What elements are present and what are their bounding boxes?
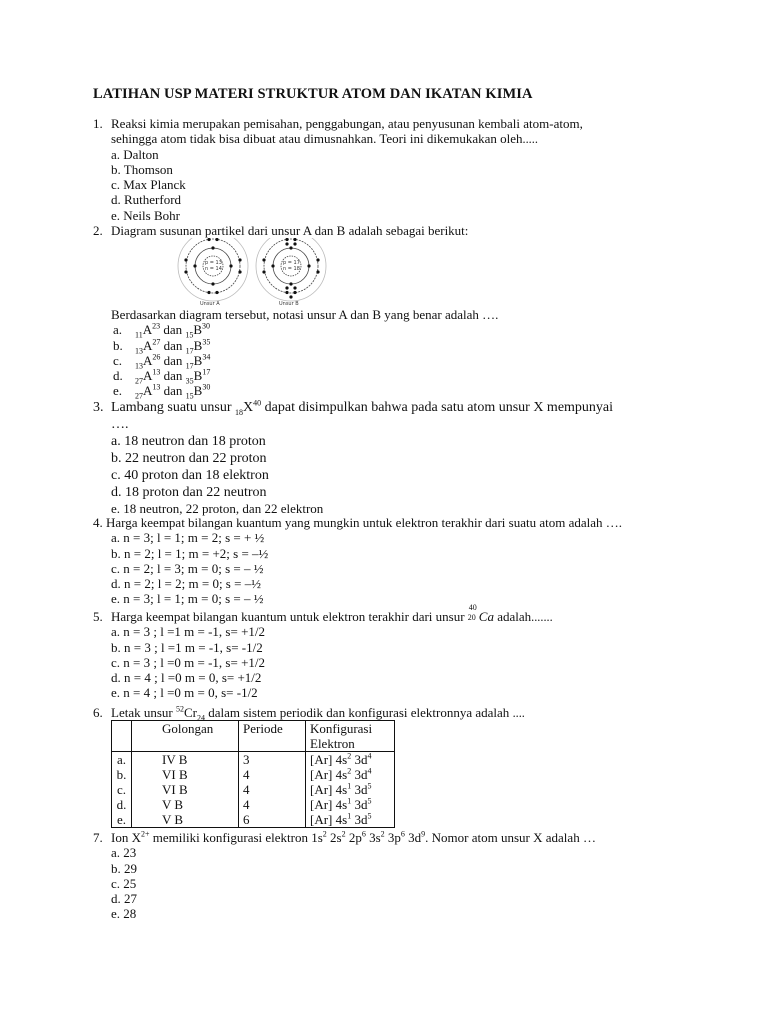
atom-a-label: Unsur A (200, 301, 220, 306)
question-number: 3. (93, 400, 104, 415)
answer-table (111, 720, 395, 828)
option-d: d. 18 proton dan 22 neutron (111, 485, 267, 500)
atom-b-label: Unsur B (279, 301, 299, 306)
option-a: a. Dalton (111, 146, 159, 162)
option-e: e. 18 neutron, 22 proton, dan 22 elektron (111, 501, 324, 516)
option-d: d. n = 2; l = 2; m = 0; s = –½ (111, 576, 261, 592)
table-header: Konfigurasi Elektron (306, 721, 395, 752)
option-e: e. $_{27}A^{13}$ dan $_{15}B^{30}$ (113, 383, 211, 402)
table-row: d. V B 4 [Ar] $4s^1$ $3d^5$ (112, 797, 395, 812)
table-row: c. VI B 4 [Ar] $4s^1$ $3d^5$ (112, 782, 395, 797)
ellipsis: …. (111, 417, 129, 432)
question-number: 1. (93, 116, 103, 131)
table-header-empty (112, 721, 132, 752)
question-text: Diagram susunan partikel dari unsur A dan B adalah sebagai berikut: (111, 223, 469, 238)
question-text: Reaksi kimia merupakan pemisahan, penggabungan, atau penyusunan kembali atom-atom, (111, 116, 583, 131)
atom-a-protons: p = 13 (205, 260, 222, 266)
atom-b-protons: p = 17 (283, 260, 300, 266)
question-number: 5. (93, 609, 103, 624)
option-b: b. Thomson (111, 161, 173, 177)
option-e: e. 28 (111, 906, 137, 922)
question-4 (0, 515, 768, 607)
option-d: d. Rutherford (111, 192, 182, 208)
question-text: sehingga atom tidak bisa dibuat atau dimusnahkan. Teori ini dikemukakan oleh (111, 131, 523, 147)
table-header: Periode (239, 721, 306, 752)
option-c: c. 40 proton dan 18 elektron (111, 468, 269, 483)
table-row: b. VI B 4 [Ar] $4s^2$ $3d^4$ (112, 767, 395, 782)
question-number: 2. (93, 223, 103, 238)
table-header: Golongan (132, 721, 239, 752)
question-3: 3. Lambang suatu unsur $_{18}X^{40}$ dapat disimpulkan bahwa pada satu atom unsur X mempunyai …. a. 18 neutron dan 18 proton b. 22 neutron dan 22 proton c. 40 proton dan 18 elektron d. 18 proton dan 22 neutron e. 18 neutron, 22 proton, dan 22 elektron (0, 399, 768, 516)
question-text: 4. Harga keempat bilangan kuantum yang mungkin untuk elektron terakhir dari suatu atom adalah …. (93, 515, 623, 530)
option-e: e. n = 3; l = 1; m = 0; s = – ½ (111, 591, 264, 607)
option-b: b. $_{13}A^{27}$ dan $_{17}B^{35}$ (113, 337, 211, 356)
option-b: b. n = 2; l = 1; m = +2; s = –½ (111, 545, 269, 561)
option-c: c. n = 2; l = 3; m = 0; s = – ½ (111, 560, 264, 576)
question-2-options (0, 307, 768, 402)
question-2 (0, 223, 768, 238)
option-b: b. 29 (111, 860, 137, 876)
atom-diagram (176, 238, 334, 306)
option-d: d. n = 4 ; l =0 m = 0, s= +1/2 (111, 670, 262, 686)
question-text: Berdasarkan diagram tersebut, notasi unsur A dan B yang benar adalah …. (111, 307, 499, 322)
option-e: e. Neils Bohr (111, 207, 180, 223)
question-6: 6. Letak unsur $^{52}Cr_{24}$ dalam sistem periodik dan konfigurasi elektronnya adalah .... (93, 704, 525, 723)
question-5: 5. Harga keempat bilangan kuantum untuk elektron terakhir dari unsur 40 20 Ca adalah....... a. n = 3 ; l =1 m = -1, s= +1/2 b. n = 3 ; l =1 m = -1, s= -1/2 c. n = 3 ; l =0 m = -1, s= +1/2 d. n = 4 ; l =0 m = 0, s= +1/2 e. n = 4 ; l =0 m = 0, s= -1/2 (0, 609, 768, 701)
option-a: a. n = 3 ; l =1 m = -1, s= +1/2 (111, 624, 266, 640)
option-a: a. 18 neutron dan 18 proton (111, 434, 266, 449)
option-a: a. n = 3; l = 1; m = 2; s = + ½ (111, 530, 265, 546)
option-b: b. 22 neutron dan 22 proton (111, 451, 267, 466)
option-d: d. $_{27}A^{13}$ dan $_{35}B^{17}$ (113, 367, 211, 386)
question-number: 7. (93, 830, 103, 845)
atom-b-neutrons: n = 18 (283, 266, 300, 272)
question-7: 7. Ion $X^{2+}$ memiliki konfigurasi elektron $1s^2$ $2s^2$ $2p^6$ $3s^2$ $3p^6$ $3d^9$. Nomor atom unsur X adalah … a. 23 b. 29 c. 25 d. 27 e. 28 (0, 830, 768, 922)
option-e: e. n = 4 ; l =0 m = 0, s= -1/2 (111, 685, 258, 701)
page-title: LATIHAN USP MATERI STRUKTUR ATOM DAN IKATAN KIMIA (93, 86, 533, 102)
option-d: d. 27 (111, 891, 137, 907)
atom-a-neutrons: n = 14 (205, 266, 222, 272)
table-row: e. V B 6 [Ar] $4s^1$ $3d^5$ (112, 812, 395, 828)
option-a: a. $_{11}A^{23}$ dan $_{15}B^{30}$ (113, 321, 211, 340)
ellipsis: ..... (522, 132, 538, 147)
option-c: c. Max Planck (111, 177, 186, 193)
option-b: b. n = 3 ; l =1 m = -1, s= -1/2 (111, 639, 263, 655)
question-1 (0, 116, 768, 223)
option-a: a. 23 (111, 845, 137, 861)
table-row: a. IV B 3 [Ar] $4s^2$ $3d^4$ (112, 752, 395, 768)
option-c: c. 25 (111, 875, 137, 891)
isotope-notation: 40 20 (467, 603, 477, 622)
option-c: c. n = 3 ; l =0 m = -1, s= +1/2 (111, 654, 266, 670)
question-number: 6. (93, 705, 103, 720)
option-c: c. $_{13}A^{26}$ dan $_{17}B^{34}$ (113, 352, 211, 371)
